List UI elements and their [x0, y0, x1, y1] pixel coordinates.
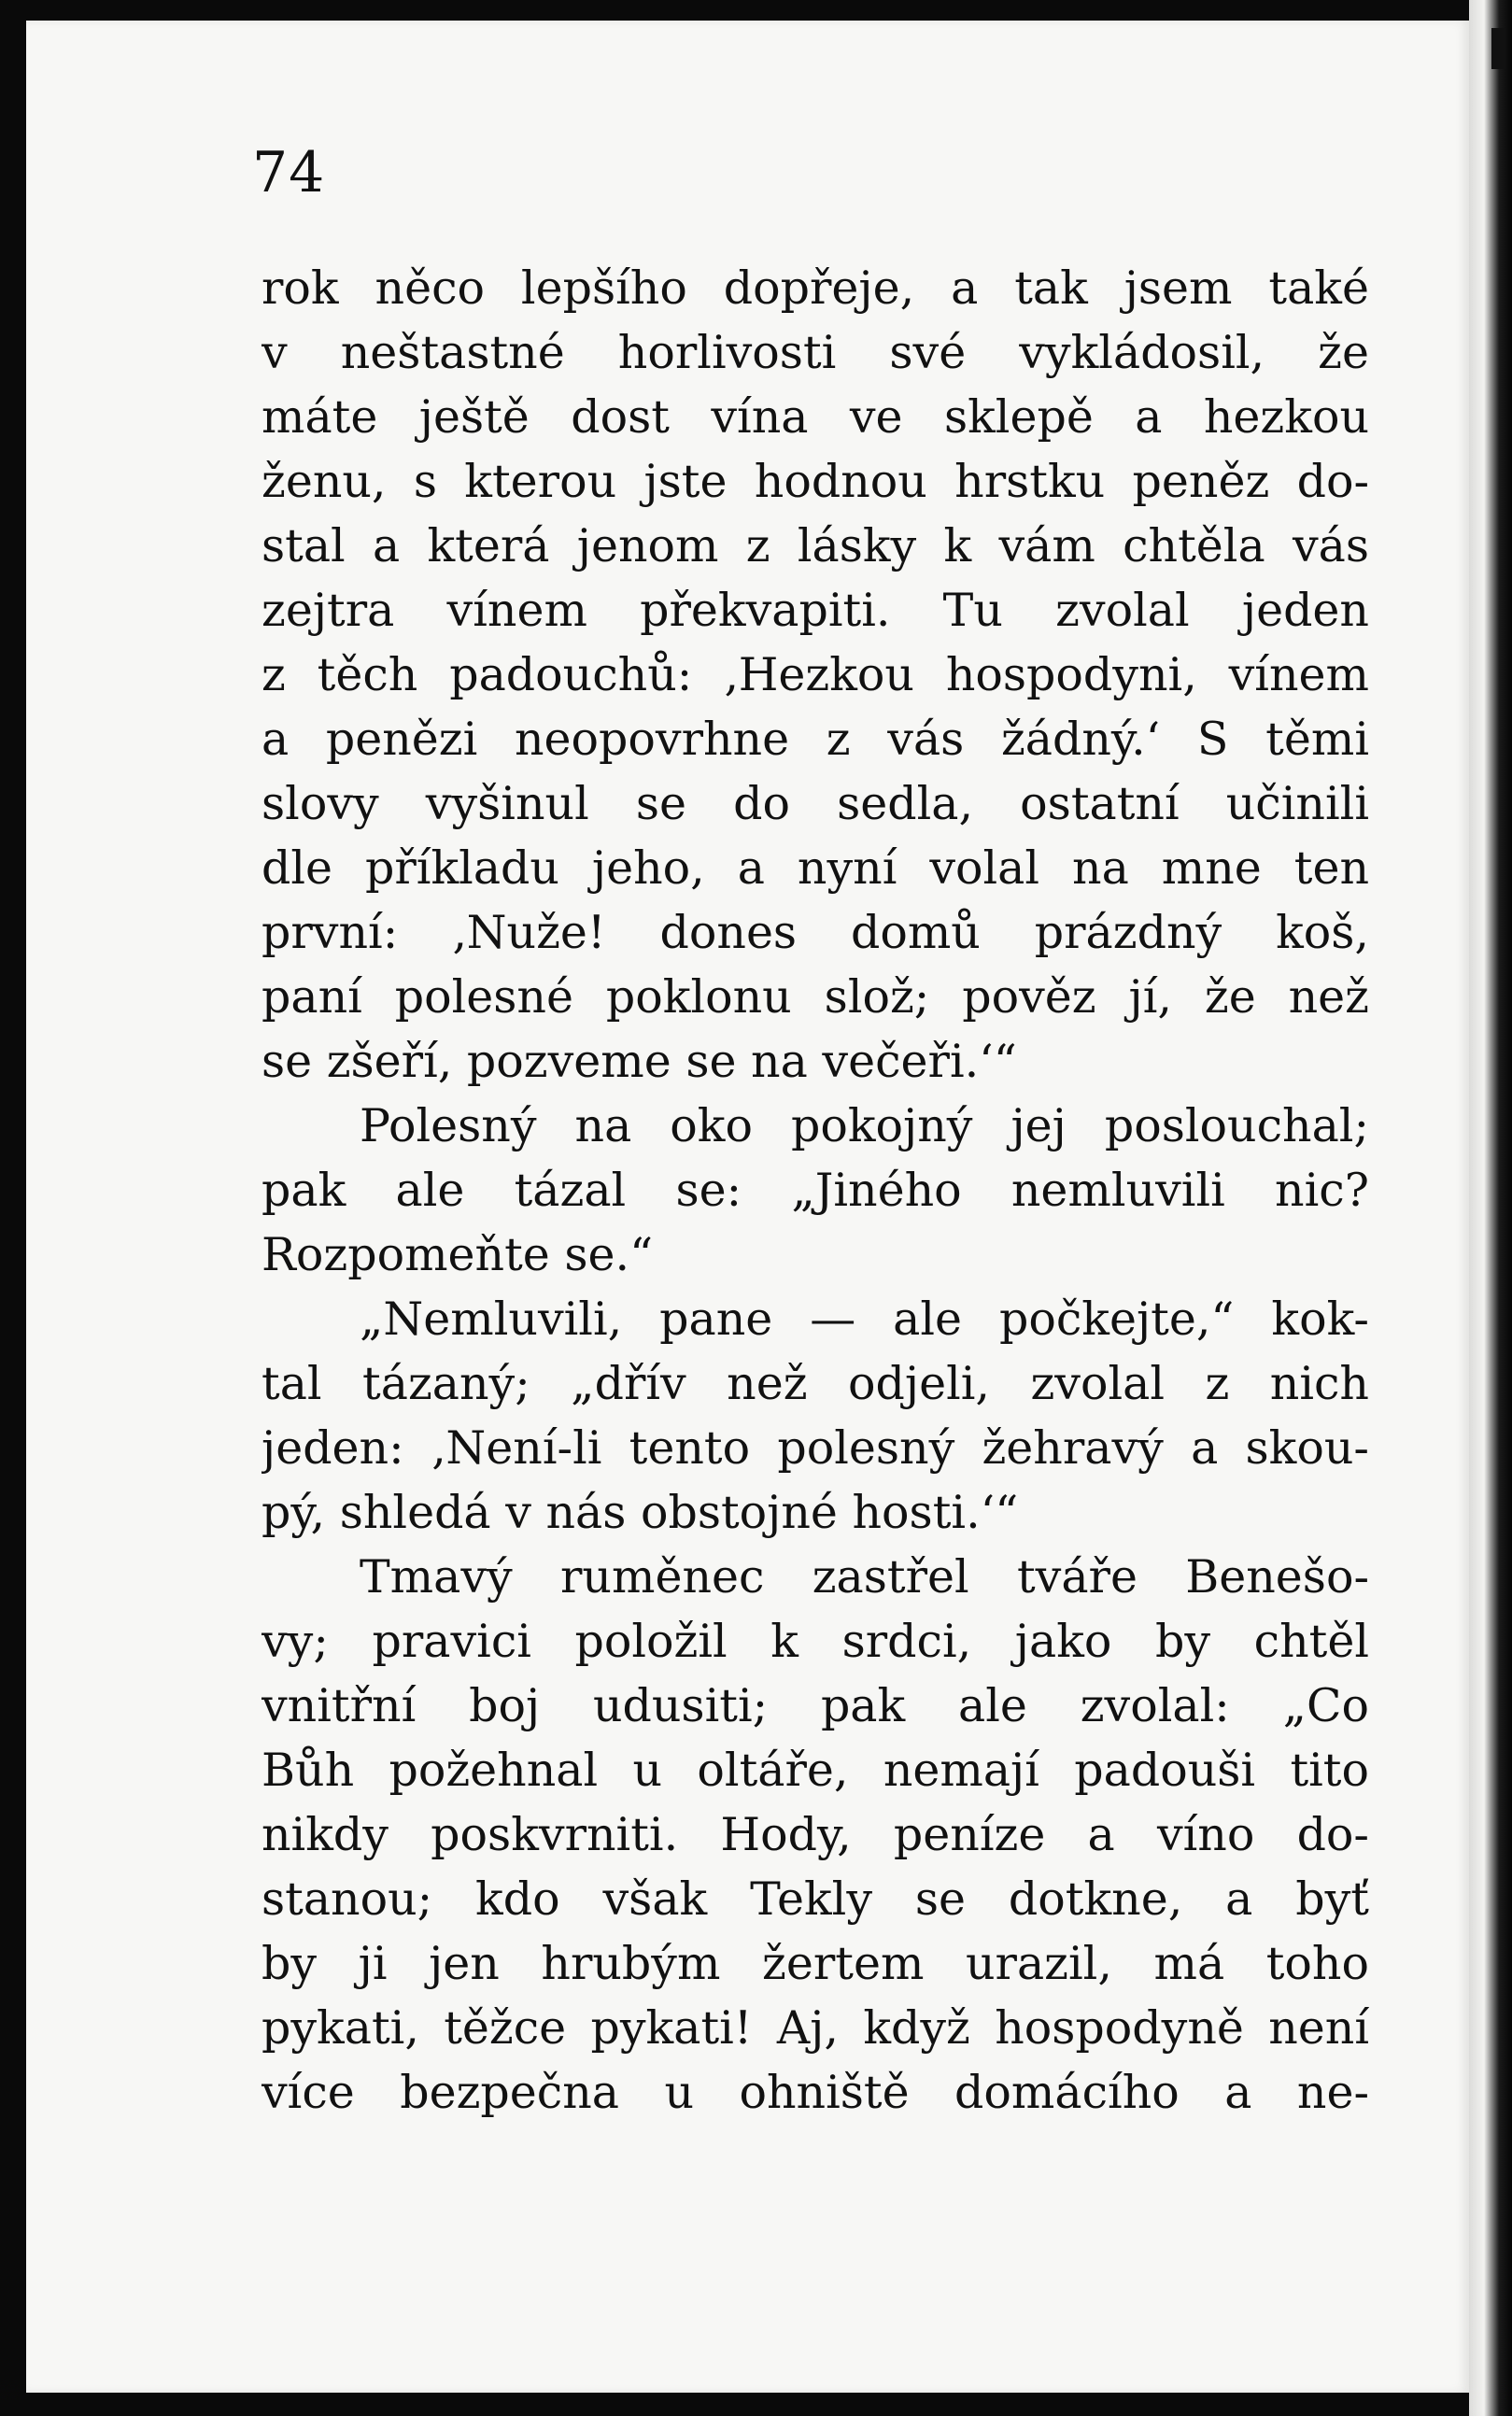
text-line: zejtra vínem překvapiti. Tu zvolal jeden — [261, 584, 1369, 637]
text-line: Tmavý ruměnec zastřel tváře Benešo- — [360, 1550, 1369, 1604]
text-line: pykati, těžce pykati! Aj, když hospodyně není — [261, 2001, 1369, 2055]
text-line: dle příkladu jeho, a nyní volal na mne ten — [261, 841, 1369, 895]
text-line: by ji jen hrubým žertem urazil, má toho — [261, 1937, 1369, 1990]
text-line: pý, shledá v nás obstojné hosti.‘“ — [261, 1486, 1019, 1539]
book-page — [26, 21, 1469, 2393]
text-line: pak ale tázal se: „Jiného nemluvili nic? — [261, 1164, 1369, 1217]
text-line: nikdy poskvrniti. Hody, peníze a víno do- — [261, 1808, 1369, 1861]
body-text — [261, 256, 1369, 2125]
text-line: první: ‚Nuže! dones domů prázdný koš, — [261, 906, 1369, 959]
text-line: máte ještě dost vína ve sklepě a hezkou — [261, 390, 1369, 444]
text-line: z těch padouchů: ‚Hezkou hospodyni, vínem — [261, 648, 1369, 701]
text-line: paní polesné poklonu slož; pověz jí, že než — [261, 970, 1369, 1024]
text-line: vnitřní boj udusiti; pak ale zvolal: „Co — [261, 1679, 1369, 1732]
text-line: a penězi neopovrhne z vás žádný.‘ S těmi — [261, 713, 1369, 766]
text-line: více bezpečna u ohniště domácího a ne- — [261, 2066, 1369, 2119]
text-line: v neštastné horlivosti své vykládosil, že — [261, 326, 1369, 379]
edge-mark — [1491, 28, 1505, 69]
text-line: Bůh požehnal u oltáře, nemají padouši tito — [261, 1744, 1369, 1797]
text-line: Polesný na oko pokojný jej poslouchal; — [360, 1099, 1369, 1152]
text-line: ženu, s kterou jste hodnou hrstku peněz do- — [261, 455, 1369, 508]
text-line: stal a která jenom z lásky k vám chtěla vás — [261, 519, 1369, 572]
text-line: stanou; kdo však Tekly se dotkne, a byť — [261, 1872, 1369, 1926]
text-line: rok něco lepšího dopřeje, a tak jsem také — [261, 261, 1369, 315]
text-line: slovy vyšinul se do sedla, ostatní učinili — [261, 777, 1369, 830]
page-edge — [1469, 0, 1512, 2416]
text-line: „Nemluvili, pane — ale počkejte,“ kok- — [360, 1293, 1369, 1346]
page-number: 74 — [252, 140, 326, 205]
text-line: jeden: ‚Není-li tento polesný žehravý a skou- — [261, 1421, 1369, 1475]
text-line: Rozpomeňte se.“ — [261, 1228, 654, 1281]
text-line: se zšeří, pozveme se na večeři.‘“ — [261, 1035, 1017, 1088]
text-line: vy; pravici položil k srdci, jako by chtěl — [261, 1615, 1369, 1668]
text-line: tal tázaný; „dřív než odjeli, zvolal z nich — [261, 1357, 1369, 1410]
